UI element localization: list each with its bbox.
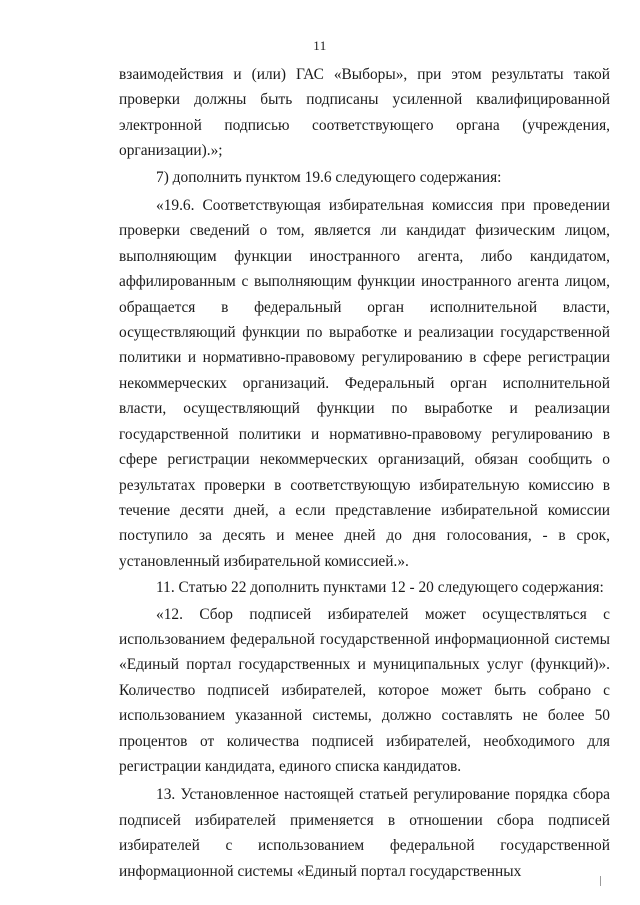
paragraph-item-11: 11. Статью 22 дополнить пунктами 12 - 20 следующего содержания: [156, 579, 604, 597]
page-number: 11 [313, 38, 327, 53]
paragraph-clause-19-6: «19.6. Соответствующая избирательная комиссия при проведении проверки сведений о том, является ли кандидат физическим лицом, выполняющим функции иностранного агента, либо кандидатом, аффилированным с выполняющим функции иностранного агента лицом, обращается в федеральный орган исполнительной власти, осуществляющий функции по выработке и реализации государственной политики и нормативно-правовому регулированию в сфере регистрации некоммерческих организаций. Федеральный орган исполнительной власти, осуществляющий функции по выработке и реализации государственной политики и нормативно-правовому регулированию в сфере регистрации некоммерческих организаций, обязан сообщить о результатах проверки в соответствующую избирательную комиссию в течение десяти дней, а если представление избирательной комиссии поступило за десять и менее дней до дня голосования, - в срок, установленный избирательной комиссией.». [119, 197, 610, 570]
margin-mark [600, 876, 601, 886]
paragraph-clause-13: 13. Установленное настоящей статьей регулирование порядка сбора подписей избирателей применяется в отношении сбора подписей избирателей с использованием федеральной государственной информационной системы «Единый портал государственных [119, 786, 610, 880]
paragraph-continuation: взаимодействия и (или) ГАС «Выборы», при этом результаты такой проверки должны быть подписаны усиленной квалифицированной электронной подписью соответствующего органа (учреждения, организации).»; [119, 66, 610, 160]
document-body [119, 62, 610, 884]
paragraph-clause-12: «12. Сбор подписей избирателей может осуществляться с использованием федеральной государственной информационной системы «Единый портал государственных и муниципальных услуг (функций)». Количество подписей избирателей, которое может быть собрано с использованием указанной системы, должно составлять не более 50 процентов от количества подписей избирателей, необходимого для регистрации кандидата, единого списка кандидатов. [119, 605, 610, 775]
paragraph-item-7: 7) дополнить пунктом 19.6 следующего содержания: [156, 168, 502, 186]
